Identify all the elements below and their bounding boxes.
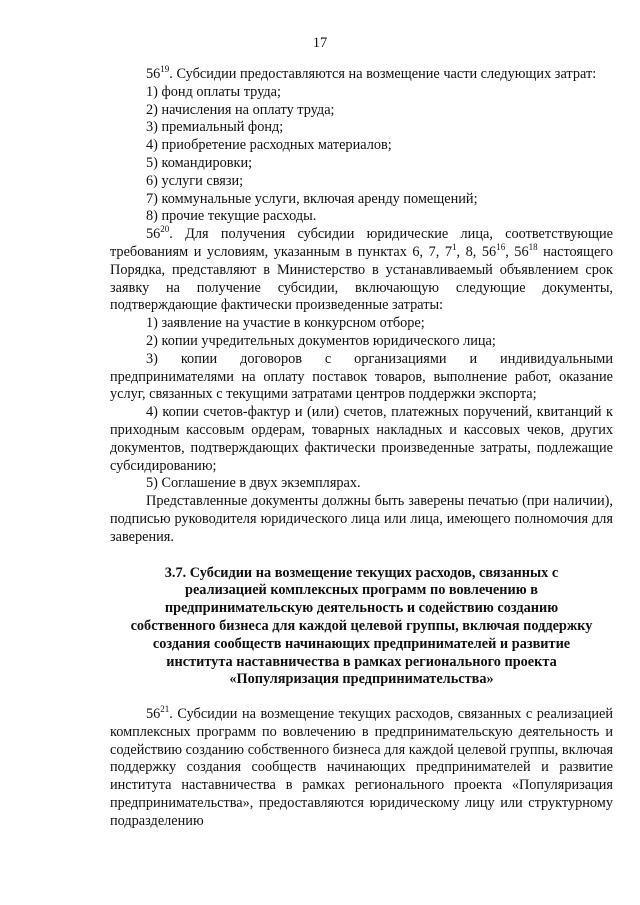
cost-item: 6) услуги связи; [146,172,244,189]
paragraph-text: , 8, 56 [456,243,497,260]
clause-number: 56 [146,706,161,723]
paragraph-56-19 [110,66,613,84]
heading-line: 3.7. Субсидии на возмещение текущих расходов, связанных с [164,564,559,581]
cost-item: 1) фонд оплаты труда; [146,83,281,100]
heading-line: «Популяризация предпринимательства» [229,671,494,688]
heading-line: собственного бизнеса для каждой целевой группы, включая поддержку [130,617,593,634]
heading-line: предпринимательскую деятельность и содействию созданию [164,600,559,617]
clause-superscript: 20 [160,224,170,235]
document-item: 2) копии учредительных документов юридического лица; [146,332,496,349]
cost-item: 4) приобретение расходных материалов; [146,137,392,154]
paragraph-text: . Субсидии на возмещение текущих расходов, связанных с реализацией комплексных программ по вовлечению в предпринимательскую деятельность и содействию созданию собственного бизнеса для каждой целевой группы, включая поддержку создания сообществ начинающих предпринимателей и развитие института наставничества в рамках регионального проекта «Популяризация предпринимательства», предоставляются юридическому лицу или структурному подразделению [110,706,613,829]
cost-item: 3) премиальный фонд; [146,119,284,136]
clause-superscript: 21 [160,704,170,715]
reference-superscript: 16 [496,241,506,252]
paragraph-text: . Субсидии предоставляются на возмещение части следующих затрат: [169,66,597,82]
document-item: 1) заявление на участие в конкурсном отборе; [146,315,425,332]
reference-superscript: 1 [452,241,457,252]
page-number: 17 [312,35,328,51]
section-heading [110,565,613,690]
cost-item: 7) коммунальные услуги, включая аренду помещений; [146,190,478,207]
clause-number: 56 [146,66,161,82]
heading-line: создания сообществ начинающих предпринимателей и развитие [152,635,571,652]
clause-superscript: 19 [160,64,170,74]
paragraph-56-20 [110,226,613,315]
paragraph-text: . Для получения субсидии юридические лица, соответствующие требованиям и условиям, указанным в пунктах 6, 7, 7 [110,226,613,260]
document-item: 3) копии договоров с организациями и индивидуальными предпринимателями на оплату поставок товаров, выполнение работ, оказание услуг, связанных с текущими затратами центров поддержки экспорта; [110,350,613,403]
document-item: 5) Соглашение в двух экземплярах. [146,475,361,492]
paragraph-56-21 [110,706,613,831]
reference-superscript: 18 [528,241,538,252]
document-body [110,66,613,831]
cost-item: 2) начисления на оплату труда; [146,101,335,118]
heading-line: реализацией комплексных программ по вовлечению в [185,582,538,599]
clause-number: 56 [146,226,161,243]
heading-line: института наставничества в рамках регионального проекта [166,653,557,670]
cost-item: 8) прочие текущие расходы. [146,208,317,225]
document-item: 4) копии счетов-фактур и (или) счетов, платежных поручений, квитанций к приходным кассовым ордерам, товарных накладных и кассовых чеков, других документов, подтверждающих фактически произведенные затраты, подлежащие субсидированию; [110,404,613,474]
paragraph-text: настоящего Порядка, представляют в Министерство в устанавливаемый объявлением срок заявку на получение субсидии, включающую следующие документы, подтверждающие фактически произведенные затраты: [110,243,613,314]
paragraph-text: , 56 [505,243,529,260]
closing-paragraph: Представленные документы должны быть заверены печатью (при наличии), подписью руководителя юридического лица или лица, имеющего полномочия для заверения. [110,493,613,545]
cost-item: 5) командировки; [146,154,253,171]
